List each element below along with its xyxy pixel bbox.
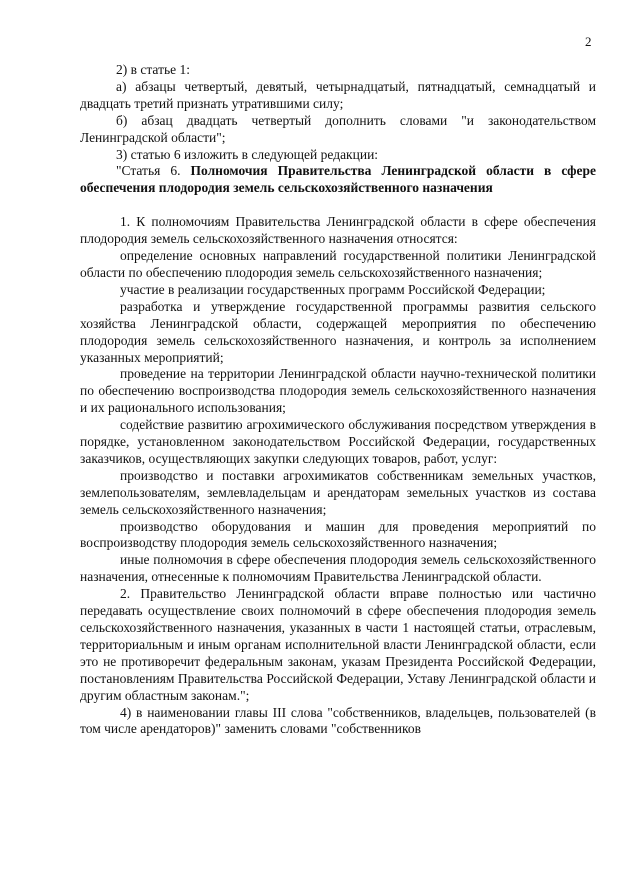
list-item: производство и поставки агрохимикатов собственникам земельных участков, землепользователям, землевладельцам и арендаторам земельных участков из состава земель сельскохозяйственного назначения; bbox=[80, 467, 596, 517]
paragraph: 4) в наименовании главы III слова "собственников, владельцев, пользователей (в том числе арендаторов)" заменить словами "собственников bbox=[80, 704, 596, 737]
article-heading bbox=[80, 163, 596, 197]
document-body bbox=[80, 62, 596, 738]
paragraph: 3) статью 6 изложить в следующей редакции: bbox=[116, 146, 379, 162]
article-title: Полномочия Правительства Ленинградской области в сфере обеспечения плодородия земель сельскохозяйственного назначения bbox=[80, 163, 597, 196]
article-prefix: "Статья 6. bbox=[116, 163, 181, 179]
list-item: участие в реализации государственных программ Российской Федерации; bbox=[120, 281, 546, 297]
list-item: проведение на территории Ленинградской области научно-технической политики по обеспечению воспроизводства плодородия земель сельскохозяйственного назначения и их рационального использования; bbox=[80, 366, 596, 416]
page-number: 2 bbox=[585, 34, 592, 49]
list-item: иные полномочия в сфере обеспечения плодородия земель сельскохозяйственного назначения, отнесенные к полномочиям Правительства Ленинградской области. bbox=[80, 552, 596, 585]
list-item: разработка и утверждение государственной программы развития сельского хозяйства Ленинградской области, содержащей мероприятия по обеспечению плодородия земель сельскохозяйственного назначения, и контроль за исполнением указанных мероприятий; bbox=[80, 298, 596, 365]
paragraph: а) абзацы четвертый, девятый, четырнадцатый, пятнадцатый, семнадцатый и двадцать третий признать утратившими силу; bbox=[80, 78, 596, 111]
list-item: определение основных направлений государственной политики Ленинградской области по обеспечению плодородия земель сельскохозяйственного назначения; bbox=[80, 248, 596, 280]
list-item: производство оборудования и машин для проведения мероприятий по воспроизводству плодородия земель сельскохозяйственного назначения; bbox=[80, 518, 596, 551]
list-item: содействие развитию агрохимического обслуживания посредством утверждения в порядке, установленном законодательством Российской Федерации, государственных заказчиков, осуществляющих закупки следующих товаров, работ, услуг: bbox=[80, 417, 596, 466]
paragraph: б) абзац двадцать четвертый дополнить словами "и законодательством Ленинградской области"; bbox=[80, 112, 596, 145]
spacer bbox=[80, 197, 596, 214]
paragraph: 2. Правительство Ленинградской области вправе полностью или частично передавать осуществление своих полномочий в сфере обеспечения плодородия земель сельскохозяйственного назначения, указанных в части 1 настоящей статьи, отраслевым, территориальным и иным органам исполнительной власти Ленинградской области, если это не противоречит федеральным законам, указам Президента Российской Федерации, постановлениям Правительства Российской Федерации, Уставу Ленинградской области и другим областным законам."; bbox=[80, 586, 596, 703]
paragraph: 2) в статье 1: bbox=[116, 62, 190, 77]
paragraph: 1. К полномочиям Правительства Ленинградской области в сфере обеспечения плодородия земель сельскохозяйственного назначения относятся: bbox=[80, 214, 596, 247]
